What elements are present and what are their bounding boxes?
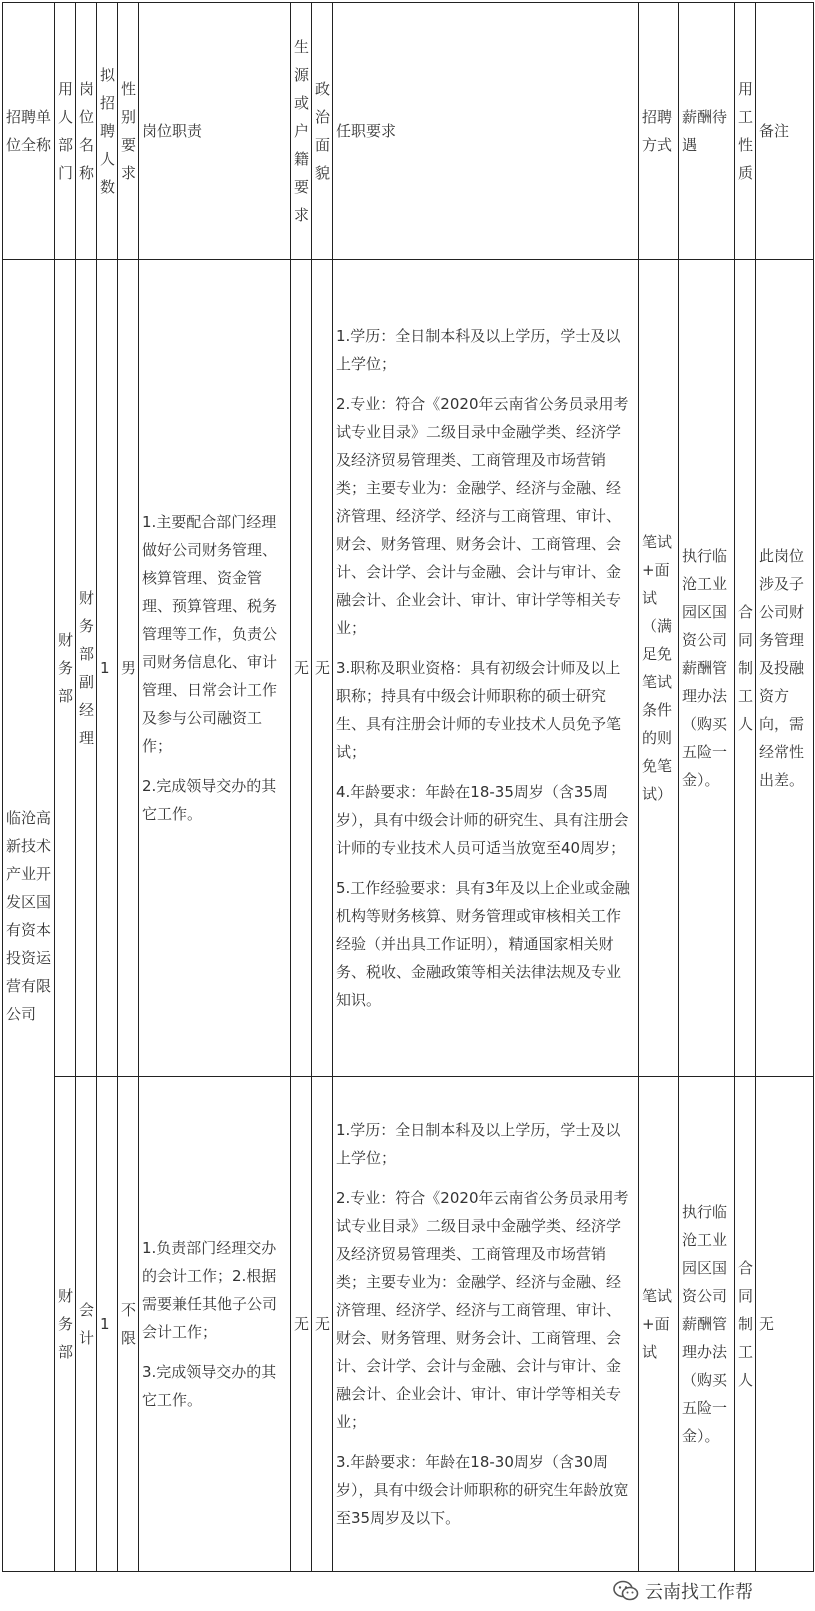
- requirement-item: 2.专业：符合《2020年云南省公务员录用考试专业目录》二级目录中金融学类、经济学及经济贸易管理类、工商管理及市场营销类；主要专业为：金融学、经济与金融、经济管理、经济学、经济与工商管理、审计、财会、财务管理、财务会计、工商管理、会计、会计学、会计与金融、会计与审计、金融会计、企业会计、审计、审计学等相关专业；: [336, 395, 629, 637]
- count-cell: 1: [97, 1077, 118, 1572]
- requirements-cell: [333, 260, 639, 1077]
- salary-cell: 执行临沧工业园区国资公司薪酬管理办法（购买五险一金）。: [679, 260, 735, 1077]
- duty-item: 2.完成领导交办的其它工作。: [142, 777, 277, 823]
- header-requirements: 任职要求: [333, 3, 639, 260]
- header-politics: 政治面貌: [312, 3, 333, 260]
- duty-cell: [139, 1077, 291, 1572]
- table-row: [3, 1077, 814, 1572]
- requirements-cell: [333, 1077, 639, 1572]
- dept-cell: 财务部: [55, 1077, 76, 1572]
- position-cell: 财务部副经理: [76, 260, 97, 1077]
- duty-item: 3.完成领导交办的其它工作。: [142, 1363, 277, 1409]
- requirement-item: 4.年龄要求：年龄在18-35周岁（含35周岁），具有中级会计师的研究生、具有注册会计师的专业技术人员可适当放宽至40周岁；: [336, 783, 629, 857]
- header-unit: 招聘单位全称: [3, 3, 55, 260]
- requirement-item: 1.学历：全日制本科及以上学历，学士及以上学位；: [336, 327, 621, 373]
- duty-item: 1.负责部门经理交办的会计工作；2.根据需要兼任其他子公司会计工作；: [142, 1239, 278, 1341]
- requirement-item: 1.学历：全日制本科及以上学历，学士及以上学位；: [336, 1121, 621, 1167]
- watermark: [613, 1576, 813, 1606]
- position-cell: 会计: [76, 1077, 97, 1572]
- method-cell: 笔试+面试: [639, 1077, 679, 1572]
- count-cell: 1: [97, 260, 118, 1077]
- header-gender: 性别要求: [118, 3, 139, 260]
- employment-cell: 合同制工人: [735, 1077, 756, 1572]
- header-method: 招聘方式: [639, 3, 679, 260]
- remarks-cell: 此岗位涉及子公司财务管理及投融资方向，需经常性出差。: [756, 260, 814, 1077]
- table-row: [3, 260, 814, 1077]
- gender-cell: 男: [118, 260, 139, 1077]
- header-count: 拟招聘人数: [97, 3, 118, 260]
- employment-cell: 合同制工人: [735, 260, 756, 1077]
- header-row: [3, 3, 814, 260]
- header-origin: 生源或户籍要求: [291, 3, 312, 260]
- duty-item: 1.主要配合部门经理做好公司财务管理、核算管理、资金管理、预算管理、税务管理等工作，负责公司财务信息化、审计管理、日常会计工作及参与公司融资工作；: [142, 513, 278, 755]
- method-cell: 笔试+面试（满足免笔试条件的则免笔试）: [639, 260, 679, 1077]
- requirement-item: 2.专业：符合《2020年云南省公务员录用考试专业目录》二级目录中金融学类、经济学及经济贸易管理类、工商管理及市场营销类；主要专业为：金融学、经济与金融、经济管理、经济学、经济与工商管理、审计、财会、财务管理、财务会计、工商管理、会计、会计学、会计与金融、会计与审计、金融会计、企业会计、审计、审计学等相关专业；: [336, 1189, 629, 1431]
- remarks-cell: 无: [756, 1077, 814, 1572]
- unit-name-cell: 临沧高新技术产业开发区国有资本投资运营有限公司: [3, 260, 55, 1572]
- dept-cell: 财务部: [55, 260, 76, 1077]
- salary-cell: 执行临沧工业园区国资公司薪酬管理办法（购买五险一金）。: [679, 1077, 735, 1572]
- requirement-item: 5.工作经验要求：具有3年及以上企业或金融机构等财务核算、财务管理或审核相关工作经验（并出具工作证明），精通国家相关财务、税收、金融政策等相关法律法规及专业知识。: [336, 879, 630, 1009]
- header-salary: 薪酬待遇: [679, 3, 735, 260]
- politics-cell: 无: [312, 260, 333, 1077]
- header-position: 岗位名称: [76, 3, 97, 260]
- politics-cell: 无: [312, 1077, 333, 1572]
- requirement-item: 3.职称及职业资格：具有初级会计师及以上职称；持具有中级会计师职称的硕士研究生、具有注册会计师的专业技术人员免予笔试；: [336, 659, 622, 761]
- header-remarks: 备注: [756, 3, 814, 260]
- duty-cell: [139, 260, 291, 1077]
- header-employment: 用工性质: [735, 3, 756, 260]
- watermark-text: 云南找工作帮: [645, 1582, 753, 1603]
- header-dept: 用人部门: [55, 3, 76, 260]
- requirement-item: 3.年龄要求：年龄在18-30周岁（含30周岁），具有中级会计师职称的研究生年龄放宽至35周岁及以下。: [336, 1453, 629, 1527]
- header-duty: 岗位职责: [139, 3, 291, 260]
- recruitment-table: [2, 2, 814, 1572]
- origin-cell: 无: [291, 1077, 312, 1572]
- gender-cell: 不限: [118, 1077, 139, 1572]
- wechat-icon: [613, 1580, 639, 1602]
- origin-cell: 无: [291, 260, 312, 1077]
